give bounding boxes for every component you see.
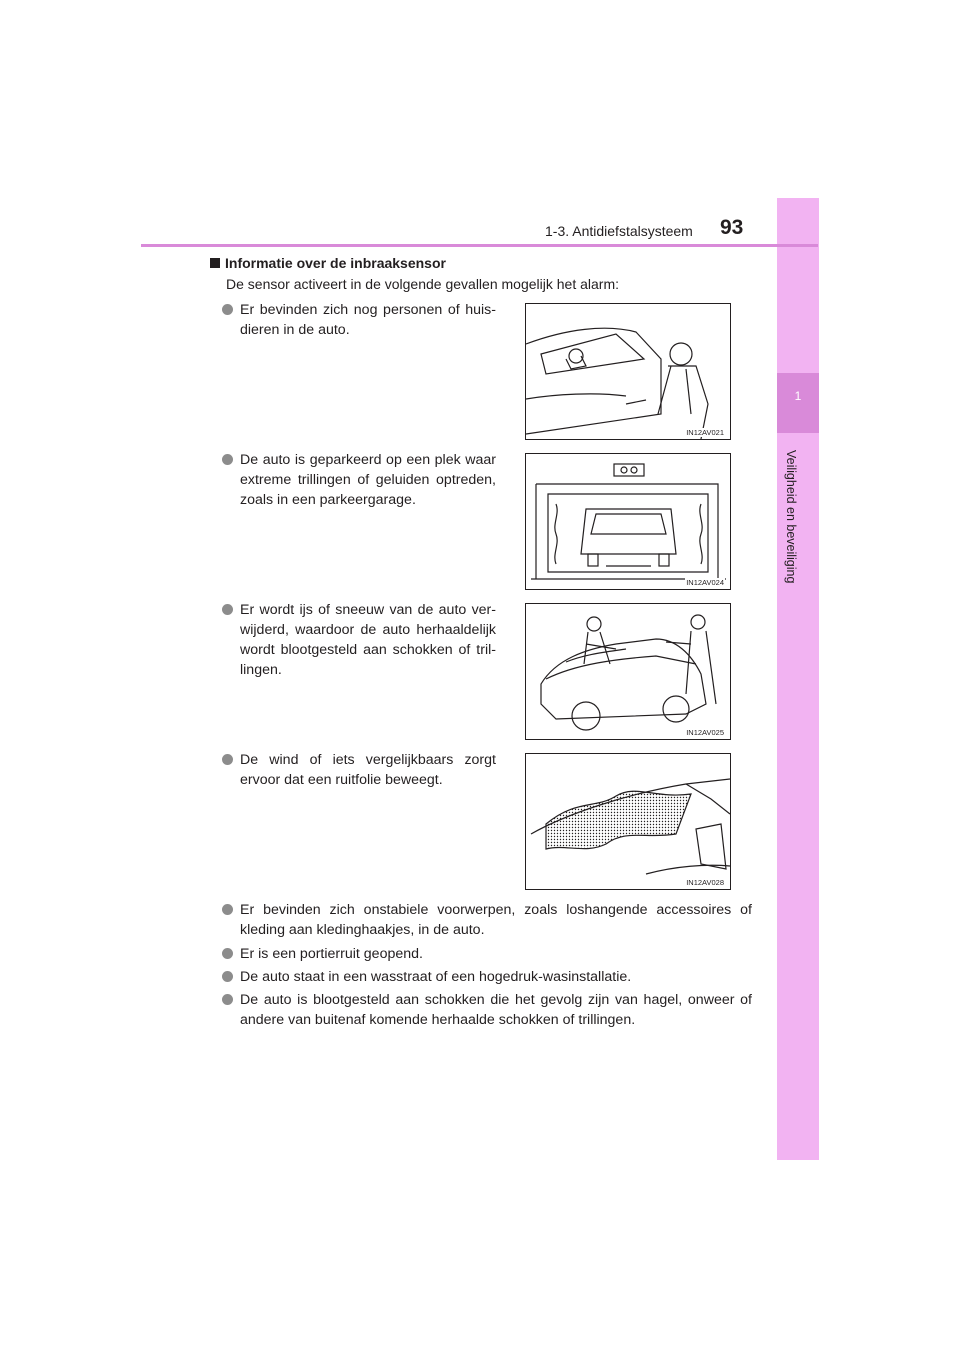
bullet-icon (222, 454, 233, 465)
side-tab (777, 198, 819, 1160)
bullet-item: De wind of iets vergelijkbaars zorgt ervoor dat een ruitfolie beweegt. (222, 750, 496, 790)
figure-code: IN12AV024 (686, 578, 724, 587)
bullet-icon (222, 604, 233, 615)
bullet-icon (222, 948, 233, 959)
page-number: 93 (720, 216, 744, 239)
chapter-tab-marker (777, 373, 819, 433)
square-bullet-icon (210, 258, 220, 268)
bullet-item: Er bevinden zich nog personen of huis-dieren in de auto. (222, 300, 496, 340)
section-heading: Informatie over de inbraaksensor (210, 255, 446, 271)
figure-code: IN12AV021 (686, 428, 724, 437)
bullet-icon (222, 971, 233, 982)
bullet-item: De auto is blootgesteld aan schokken die het gevolg zijn van hagel, onweer of andere van buitenaf komende herhaalde schokken of trillingen. (222, 990, 752, 1030)
section-intro: De sensor activeert in de volgende gevallen mogelijk het alarm: (226, 276, 619, 292)
bullet-item: Er bevinden zich onstabiele voorwerpen, zoals loshangende accessoires of kleding aan kledinghaakjes, in de auto. (222, 900, 752, 940)
figure-people-removing-snow (525, 603, 731, 740)
car-with-dog-and-person-illustration (526, 304, 730, 439)
header-rule (141, 244, 818, 247)
bullet-item: Er wordt ijs of sneeuw van de auto ver-wijderd, waardoor de auto herhaaldelijk wordt blootgesteld aan schokken of tril-lingen. (222, 600, 496, 680)
car-in-parking-lift-illustration (526, 454, 730, 589)
bullet-icon (222, 754, 233, 765)
people-removing-snow-illustration (526, 604, 730, 739)
bullet-item: Er is een portierruit geopend. (222, 944, 752, 964)
figure-code: IN12AV028 (686, 878, 724, 887)
figure-car-in-parking-lift (525, 453, 731, 590)
chapter-title: Veiligheid en beveiliging (784, 450, 798, 584)
figure-car-with-dog-and-person (525, 303, 731, 440)
bullet-icon (222, 904, 233, 915)
bullet-item: De auto staat in een wasstraat of een hogedruk-wasinstallatie. (222, 967, 752, 987)
section-header-title: 1-3. Antidiefstalsysteem (545, 223, 693, 239)
chapter-number: 1 (794, 389, 802, 403)
bullet-icon (222, 304, 233, 315)
figure-code: IN12AV025 (686, 728, 724, 737)
figure-window-film-moving (525, 753, 731, 890)
bullet-item: De auto is geparkeerd op een plek waar extreme trillingen of geluiden optreden, zoals in een parkeergarage. (222, 450, 496, 510)
window-film-moving-illustration (526, 754, 730, 889)
bullet-icon (222, 994, 233, 1005)
